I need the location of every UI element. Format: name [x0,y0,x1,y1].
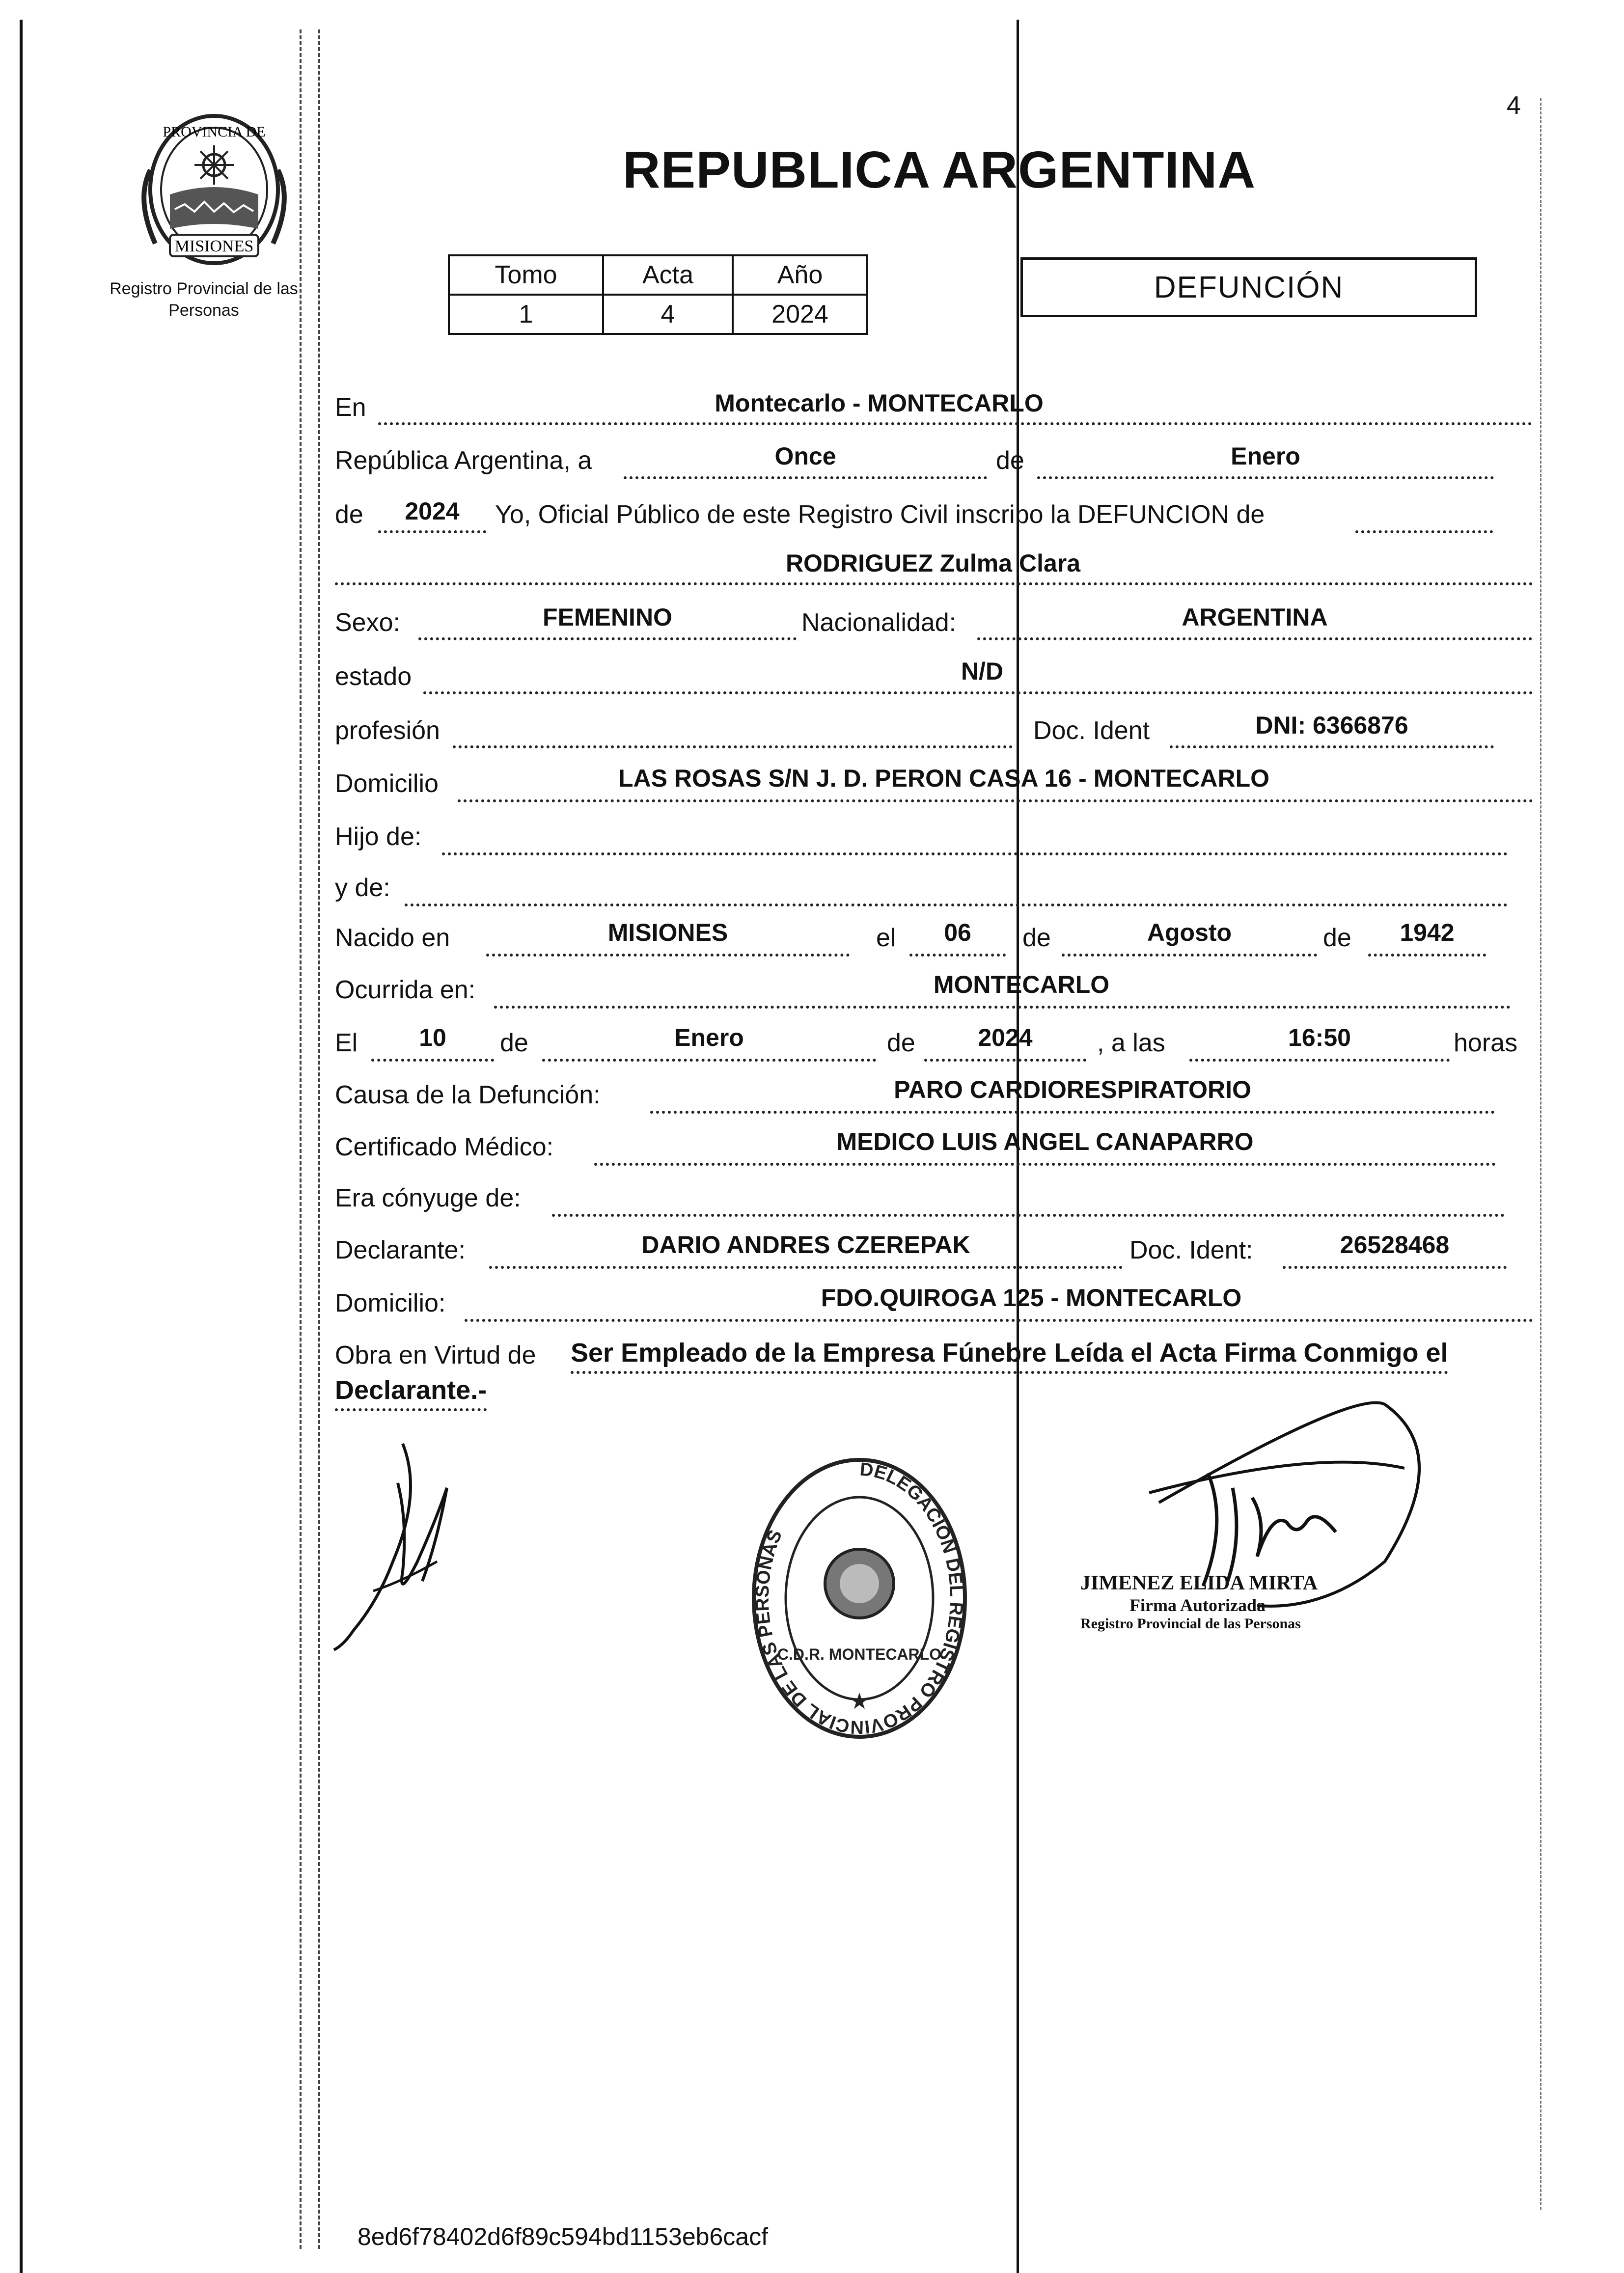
decl-domicilio-line [465,1319,1533,1322]
registry-name: Registro Provincial de las Personas [110,279,298,320]
doc-ident-label: Doc. Ident [1033,716,1150,745]
certificado-label: Certificado Médico: [335,1133,554,1161]
decl-doc-value: 26528468 [1340,1231,1450,1259]
doc-ident-value: DNI: 6366876 [1255,712,1408,739]
death-month-value: Enero [674,1024,744,1051]
tomo-header: Tomo [449,255,603,295]
declarante-line [489,1266,1123,1269]
nacionalidad-label: Nacionalidad: [801,608,957,637]
official-stamp-line3: Registro Provincial de las Personas [1080,1616,1301,1632]
logo-text-bottom: MISIONES [174,237,254,255]
declarante-label: Declarante: [335,1236,466,1264]
year-line [378,530,486,533]
decl-doc-line [1283,1266,1507,1269]
death-year-value: 2024 [978,1024,1033,1051]
record-type-box [1020,257,1477,317]
stamp-ring-text: DELEGACION DEL REGISTRO PROVINCIAL DE LAS PERSONAS [752,1459,967,1738]
estado-label: estado [335,662,412,691]
death-day-line [371,1059,494,1062]
official-stamp-line1: JIMENEZ ELIDA MIRTA [1080,1572,1318,1594]
provincia-de-misiones-seal-icon [116,111,312,268]
register-table [448,254,868,335]
official-stamp-line2: Firma Autorizada [1129,1595,1266,1615]
y-de-line [405,904,1508,906]
birth-year-value: 1942 [1400,919,1455,946]
birth-de1-label: de [1022,924,1051,952]
declarant-signature [324,1434,481,1679]
republica-label: República Argentina, a [335,446,592,475]
conyuge-line [552,1214,1505,1217]
death-de1-label: de [500,1029,528,1057]
sexo-value: FEMENINO [543,603,672,631]
doc-ident-line [1170,745,1494,748]
profesion-label: profesión [335,716,440,745]
en-label: En [335,393,366,422]
causa-line [650,1111,1495,1114]
sexo-label: Sexo: [335,608,400,637]
footer-hash: 8ed6f78402d6f89c594bd1153eb6cacf [358,2223,768,2250]
left-margin-guide [300,29,302,2249]
declarante-value: DARIO ANDRES CZEREPAK [641,1231,970,1259]
anio-header: Año [733,255,867,295]
birth-day-line [909,954,1006,957]
acta-value: 4 [603,295,733,334]
hijo-line [442,852,1508,855]
anio-value: 2024 [733,295,867,334]
conyuge-label: Era cónyuge de: [335,1184,521,1212]
place-line [378,422,1532,425]
decl-doc-label: Doc. Ident: [1129,1236,1253,1264]
year-value: 2024 [405,497,460,525]
death-year-line [924,1059,1086,1062]
obra-text-2: Declarante.- [335,1375,487,1411]
obra-text-1: Ser Empleado de la Empresa Fúnebre Leída el Acta Firma Conmigo el [571,1338,1448,1374]
right-margin-guide [1540,98,1541,2210]
profesion-line [453,745,1013,748]
day-word-value: Once [774,442,836,470]
death-day-value: 10 [419,1024,446,1051]
birth-de2-label: de [1323,924,1351,952]
nacido-line-visible [486,954,850,957]
death-de2-label: de [887,1029,915,1057]
de-label: de [996,446,1024,475]
day-word-line [624,476,987,479]
ocurrida-line [494,1006,1511,1009]
official-stamp [1080,1571,1318,1632]
nacionalidad-value: ARGENTINA [1182,603,1328,631]
nacido-value: MISIONES [607,919,728,946]
domicilio-line [458,799,1533,802]
acta-header: Acta [603,255,733,295]
yo-text: Yo, Oficial Público de este Registro Civil inscribo la DEFUNCION de [495,500,1265,529]
stamp-star-icon: ★ [849,1688,870,1714]
left-edge-line [20,20,23,2273]
left-margin-guide-2 [318,29,320,2249]
decl-domicilio-value: FDO.QUIROGA 125 - MONTECARLO [821,1284,1242,1312]
certificado-line [594,1163,1496,1166]
page-number: 4 [1507,91,1521,120]
causa-value: PARO CARDIORESPIRATORIO [894,1076,1251,1103]
deceased-name-line [335,582,1533,585]
birth-day-value: 06 [944,919,971,946]
death-time-value: 16:50 [1288,1024,1351,1051]
death-time-line [1189,1059,1450,1062]
birth-month-value: Agosto [1147,919,1232,946]
el-label: el [876,924,896,952]
ocurrida-label: Ocurrida en: [335,976,476,1004]
de-year-label: de [335,500,363,529]
registry-round-stamp [746,1453,972,1743]
decl-domicilio-label: Domicilio: [335,1289,446,1317]
domicilio-label: Domicilio [335,769,439,798]
horas-label: horas [1454,1029,1518,1057]
estado-line [423,691,1533,694]
domicilio-value: LAS ROSAS S/N J. D. PERON CASA 16 - MONTECARLO [618,765,1270,792]
ocurrida-value: MONTECARLO [933,971,1110,998]
tomo-value: 1 [449,295,603,334]
birth-month-line [1062,954,1317,957]
y-de-label: y de: [335,874,390,902]
stamp-inner-text: C.D.R. MONTECARLO [777,1645,942,1663]
deceased-name-value: RODRIGUEZ Zulma Clara [785,549,1081,577]
hijo-label: Hijo de: [335,822,422,851]
causa-label: Causa de la Defunción: [335,1081,601,1109]
el2-label: El [335,1029,358,1057]
a-las-label: , a las [1097,1029,1165,1057]
nacionalidad-line [977,637,1532,640]
birth-year-line [1368,954,1486,957]
month-line [1037,476,1494,479]
logo-text-top: PROVINCIA DE [163,124,266,140]
death-month-line [542,1059,876,1062]
nacido-label: Nacido en [335,924,450,952]
month-value: Enero [1231,442,1300,470]
certificado-value: MEDICO LUIS ANGEL CANAPARRO [836,1128,1254,1155]
sexo-line [418,637,797,640]
obra-label: Obra en Virtud de [335,1341,536,1369]
place-value: Montecarlo - MONTECARLO [715,389,1044,417]
yo-trailing-line [1355,530,1493,533]
estado-value: N/D [961,657,1004,685]
record-type: DEFUNCIÓN [1154,270,1344,304]
document-title: REPUBLICA ARGENTINA [623,141,1256,199]
